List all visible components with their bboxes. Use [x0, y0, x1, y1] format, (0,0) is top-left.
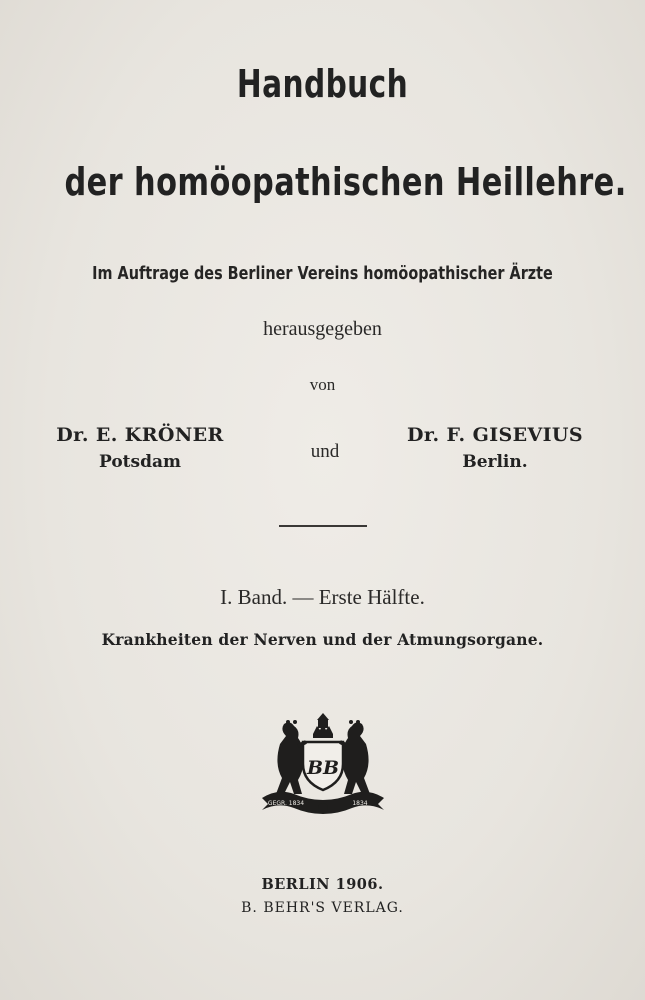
commission-line: Im Auftrage des Berliner Vereins homöopathischer Ärzte: [92, 263, 553, 284]
book-title-line-1: Handbuch: [236, 62, 409, 106]
author-city: Potsdam: [99, 452, 181, 472]
edited-by-label: herausgegeben: [263, 318, 382, 340]
publisher-coat-of-arms-icon: [258, 712, 388, 817]
author-kroner: [20, 424, 260, 472]
author-name: Dr. F. GISEVIUS: [406, 424, 584, 446]
author-name: Dr. E. KRÖNER: [56, 424, 224, 446]
author-city: Berlin.: [462, 452, 528, 472]
divider-rule: [279, 525, 367, 527]
svg-text:GEGR. 1834: GEGR. 1834: [267, 800, 305, 807]
imprint-publisher: B. BEHR'S VERLAG.: [241, 900, 404, 916]
volume-subtitle: Krankheiten der Nerven und der Atmungsorgane.: [101, 630, 544, 649]
author-gisevius: [365, 424, 625, 472]
svg-text:BB: BB: [306, 757, 340, 779]
volume-line: I. Band. — Erste Hälfte.: [220, 585, 425, 609]
author-conjunction: und: [310, 441, 340, 462]
by-label: von: [309, 375, 336, 394]
svg-text:1834: 1834: [352, 800, 368, 807]
book-title-line-2: der homöopathischen Heillehre.: [64, 160, 627, 204]
imprint-city-year: BERLIN 1906.: [261, 876, 384, 893]
